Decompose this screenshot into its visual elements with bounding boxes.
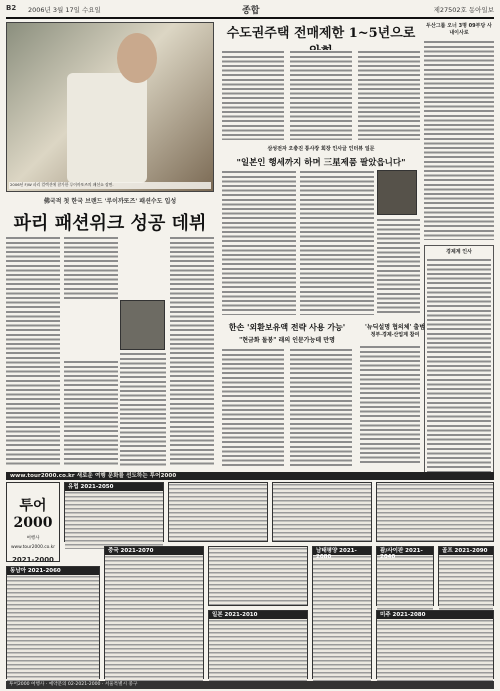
mid-story2-heading: [360, 322, 430, 338]
travel-logo-box[interactable]: [6, 482, 60, 562]
ad-box-sea[interactable]: [6, 566, 100, 679]
page-number: B2: [6, 4, 17, 12]
lead-photo: [6, 22, 214, 192]
mid2-subtitle: 정부·경제·산업계 참여: [370, 332, 420, 338]
ad-heading: 동남아 2021-2060: [7, 567, 99, 575]
quote-text-2: [300, 170, 374, 315]
quote-kicker: 삼성전자 오충진 통사장 회장 인사글 인터뷰 일문: [267, 146, 375, 152]
ad-box-pacific[interactable]: [312, 546, 372, 679]
mid2-text: [360, 345, 420, 466]
lead-text-col-2: [64, 236, 118, 300]
photo-caption: 2006년 F/W 파리 컬렉션에 참가한 루이까또즈의 패션쇼 장면.: [9, 182, 211, 189]
ad-box-3[interactable]: [272, 482, 372, 542]
mid-text-2: [290, 348, 352, 466]
section-name: 종합: [242, 6, 260, 16]
travel-logo: 투어2000: [13, 498, 53, 531]
side-text: [424, 40, 494, 240]
lead-text-col-1: [6, 236, 60, 466]
quote-portrait: [377, 170, 417, 215]
issue-date: 2006년 3월 17일 수요일: [28, 6, 101, 14]
side-box-text: [427, 258, 491, 473]
logo-url: www.tour2000.co.kr: [10, 545, 56, 550]
top-right-text-1: [222, 50, 284, 140]
lead-text-col-3: [170, 236, 214, 466]
side-label-top: 두산그룹 오너 3명 09부당 사내이사로: [426, 23, 492, 36]
ad-banner[interactable]: www.tour2000.co.kr 새로운 여행 문화를 선도하는 투어2000: [6, 472, 494, 480]
page-header: [6, 3, 494, 17]
logo-subtitle: 여행사: [26, 536, 40, 541]
mid2-title: '뉴딕설명 협의체' 출범: [364, 324, 426, 331]
quote-text-3: [377, 218, 420, 315]
mid-story-heading: [222, 322, 352, 344]
ad-heading: 남태평양 2021-2080: [313, 547, 371, 555]
lead-text-col-4: [120, 352, 166, 466]
lead-title: 파리 패션위크 성공 데뷔: [13, 213, 207, 234]
top-right-text-2: [290, 50, 352, 140]
ad-heading: 미주 2021-2080: [377, 611, 493, 619]
mid-subtitle: "현금화 돌봉" 래의 인문가능데 만명: [239, 337, 335, 344]
photo-bag-shape: [67, 73, 147, 183]
lead-kicker: 佛국적 첫 한국 브랜드 '루이까또즈' 패션수도 입성: [43, 198, 177, 205]
quote-text-1: [222, 170, 296, 315]
ad-box-guam[interactable]: [376, 546, 434, 606]
header-rule: [6, 17, 494, 19]
quote-title: "일본인 행세까지 하며 三星제품 팔았읍니다": [236, 158, 406, 168]
ad-heading: 일본 2021-2010: [209, 611, 307, 619]
page-footer: 투어2000 여행사 · 예약문의 02-2021-2000 · 서울특별시 중구: [6, 681, 494, 689]
ad-box-japan[interactable]: [208, 610, 308, 679]
ad-heading: 유럽 2021-2050: [65, 483, 163, 491]
side-box: [424, 245, 494, 476]
ad-box-2[interactable]: [168, 482, 268, 542]
ad-heading: 골프 2021-2090: [439, 547, 493, 555]
ad-box-china[interactable]: [104, 546, 204, 679]
top-right-text-3: [358, 50, 420, 140]
ad-box-golf[interactable]: [438, 546, 494, 606]
publisher-info: 제27502호 동아일보: [433, 6, 494, 14]
ad-box-america[interactable]: [376, 610, 494, 679]
quote-story-heading: [222, 145, 420, 168]
side-box-label: 경제계 인사: [446, 249, 472, 255]
mid-text-1: [222, 348, 284, 466]
ad-box-4[interactable]: [376, 482, 494, 542]
ad-heading: 괌/사이판 2021-2040: [377, 547, 433, 555]
top-right-title: 수도권주택 전매제한 1~5년으로: [226, 26, 416, 41]
lead-story-heading: [6, 196, 214, 235]
mid-title: 한손 '외환보유액 전략 사용 가능': [228, 322, 346, 332]
ad-box-china2[interactable]: [208, 546, 308, 606]
portrait-photo: [120, 300, 165, 350]
lead-text-col-2b: [64, 360, 118, 466]
ad-heading: 중국 2021-2070: [105, 547, 203, 555]
logo-phone: 2021-2000: [12, 556, 54, 564]
ad-box-europe[interactable]: [64, 482, 164, 542]
side-column: [424, 22, 494, 240]
photo-model-shape: [117, 33, 157, 83]
